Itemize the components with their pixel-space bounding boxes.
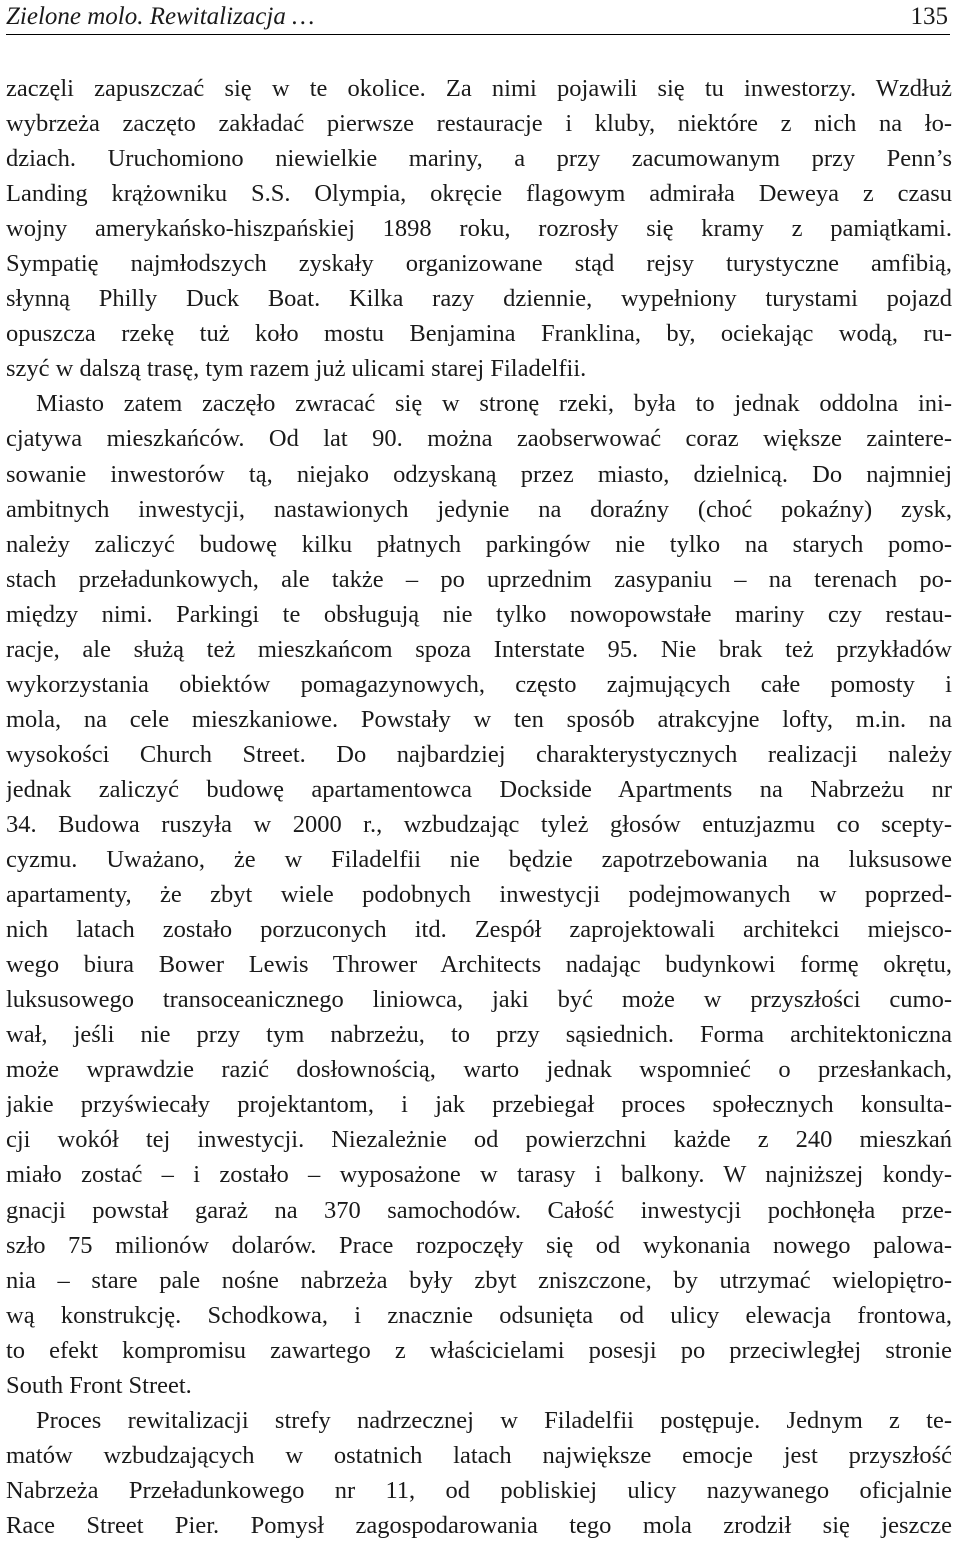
text-line: cji wokół tej inwestycji. Niezależnie od powierzchni każde z 240 mieszkań	[6, 1126, 952, 1154]
text-line: Landing krążowniku S.S. Olympia, okręcie flagowym admirała Deweya z czasu	[6, 180, 952, 208]
text-line: nia – stare pale nośne nabrzeża były zbyt zniszczone, by utrzymać wielopiętro-	[6, 1266, 952, 1294]
text-line: wykorzystania obiektów pomagazynowych, często zajmujących całe pomosty i	[6, 670, 952, 698]
text-line: wego biura Bower Lewis Thrower Architects nadając budynkowi formę okrętu,	[6, 951, 952, 979]
text-line: ambitnych inwestycji, nastawionych jedynie na doraźny (choć pokaźny) zysk,	[6, 495, 952, 523]
text-line: matów wzbudzających w ostatnich latach największe emocje jest przyszłość	[6, 1441, 952, 1469]
text-line: racje, ale służą też mieszkańcom spoza Interstate 95. Nie brak też przykładów	[6, 635, 952, 663]
text-line: należy zaliczyć budowę kilku płatnych parkingów nie tylko na starych pomo-	[6, 530, 952, 558]
text-line: Race Street Pier. Pomysł zagospodarowania tego mola zrodził się jeszcze	[6, 1511, 952, 1539]
text-line: wybrzeża zaczęto zakładać pierwsze restauracje i kluby, niektóre z nich na ło-	[6, 110, 952, 138]
text-line: zaczęli zapuszczać się w te okolice. Za nimi pojawili się tu inwestorzy. Wzdłuż	[6, 75, 952, 102]
text-line: opuszcza rzekę tuż koło mostu Benjamina Franklina, by, ociekając wodą, ru-	[6, 320, 952, 348]
text-line: Proces rewitalizacji strefy nadrzecznej w Filadelfii postępuje. Jednym z te-	[36, 1406, 952, 1434]
text-line: słynną Philly Duck Boat. Kilka razy dziennie, wypełniony turystami pojazd	[6, 285, 952, 313]
body-text	[6, 71, 952, 1543]
page-number: 135	[910, 3, 948, 30]
text-line: mola, na cele mieszkaniowe. Powstały w ten sposób atrakcyjne lofty, m.in. na	[6, 705, 952, 733]
text-line: apartamenty, że zbyt wiele podobnych inwestycji podejmowanych w poprzed-	[6, 881, 952, 909]
running-header	[6, 0, 950, 35]
text-line: Miasto zatem zaczęło zwracać się w stronę rzeki, była to jednak oddolna ini-	[36, 390, 952, 418]
text-line: szyć w dalszą trasę, tym razem już ulicami starej Filadelfii.	[6, 355, 587, 383]
text-line: 34. Budowa ruszyła w 2000 r., wzbudzając tyleż głosów entuzjazmu co scepty-	[6, 810, 952, 838]
text-line: to efekt kompromisu zawartego z właścicielami posesji po przeciwległej stronie	[6, 1336, 952, 1364]
text-line: może wprawdzie razić dosłownością, warto jednak wspomnieć o przesłankach,	[6, 1056, 952, 1084]
text-line: Sympatię najmłodszych zyskały organizowane stąd rejsy turystyczne amfibią,	[6, 250, 952, 278]
text-line: jakie przyświecały projektantom, i jak przebiegał proces społecznych konsulta-	[6, 1091, 952, 1119]
text-line: jednak zaliczyć budowę apartamentowca Dockside Apartments na Nabrzeżu nr	[6, 775, 952, 803]
text-line: cjatywa mieszkańców. Od lat 90. można zaobserwować coraz większe zaintere-	[6, 425, 952, 453]
text-line: szło 75 milionów dolarów. Prace rozpoczęły się od wykonania nowego palowa-	[6, 1231, 952, 1259]
text-line: wojny amerykańsko-hiszpańskiej 1898 roku, rozrosły się kramy z pamiątkami.	[6, 215, 952, 243]
text-line: luksusowego transoceanicznego liniowca, jaki być może w przyszłości cumo-	[6, 986, 952, 1014]
text-line: dziach. Uruchomiono niewielkie mariny, a przy zacumowanym przy Penn’s	[6, 145, 952, 173]
text-line: Nabrzeża Przeładunkowego nr 11, od pobliskiej ulicy nazywanego oficjalnie	[6, 1476, 952, 1504]
text-line: miało zostać – i zostało – wyposażone w tarasy i balkony. W najniższej kondy-	[6, 1161, 952, 1189]
text-line: między nimi. Parkingi te obsługują nie tylko nowopowstałe mariny czy restau-	[6, 600, 952, 628]
text-line: stach przeładunkowych, ale także – po uprzednim zasypaniu – na terenach po-	[6, 565, 952, 593]
text-line: wał, jeśli nie przy tym nabrzeżu, to przy sąsiednich. Forma architektoniczna	[6, 1021, 952, 1049]
text-line: wysokości Church Street. Do najbardziej charakterystycznych realizacji należy	[6, 740, 952, 768]
running-header-title: Zielone molo. Rewitalizacja …	[6, 3, 315, 30]
text-line: cyzmu. Uważano, że w Filadelfii nie będzie zapotrzebowania na luksusowe	[6, 846, 952, 874]
text-line: wą konstrukcję. Schodkowa, i znacznie odsunięta od ulicy elewacja frontowa,	[6, 1301, 952, 1329]
text-line: sowanie inwestorów tą, niejako odzyskaną przez miasto, dzielnicą. Do najmniej	[6, 460, 952, 488]
text-line: gnacji powstał garaż na 370 samochodów. Całość inwestycji pochłonęła prze-	[6, 1196, 952, 1224]
text-line: South Front Street.	[6, 1371, 192, 1399]
text-line: nich latach zostało porzuconych itd. Zespół zaprojektowali architekci miejsco-	[6, 916, 952, 944]
